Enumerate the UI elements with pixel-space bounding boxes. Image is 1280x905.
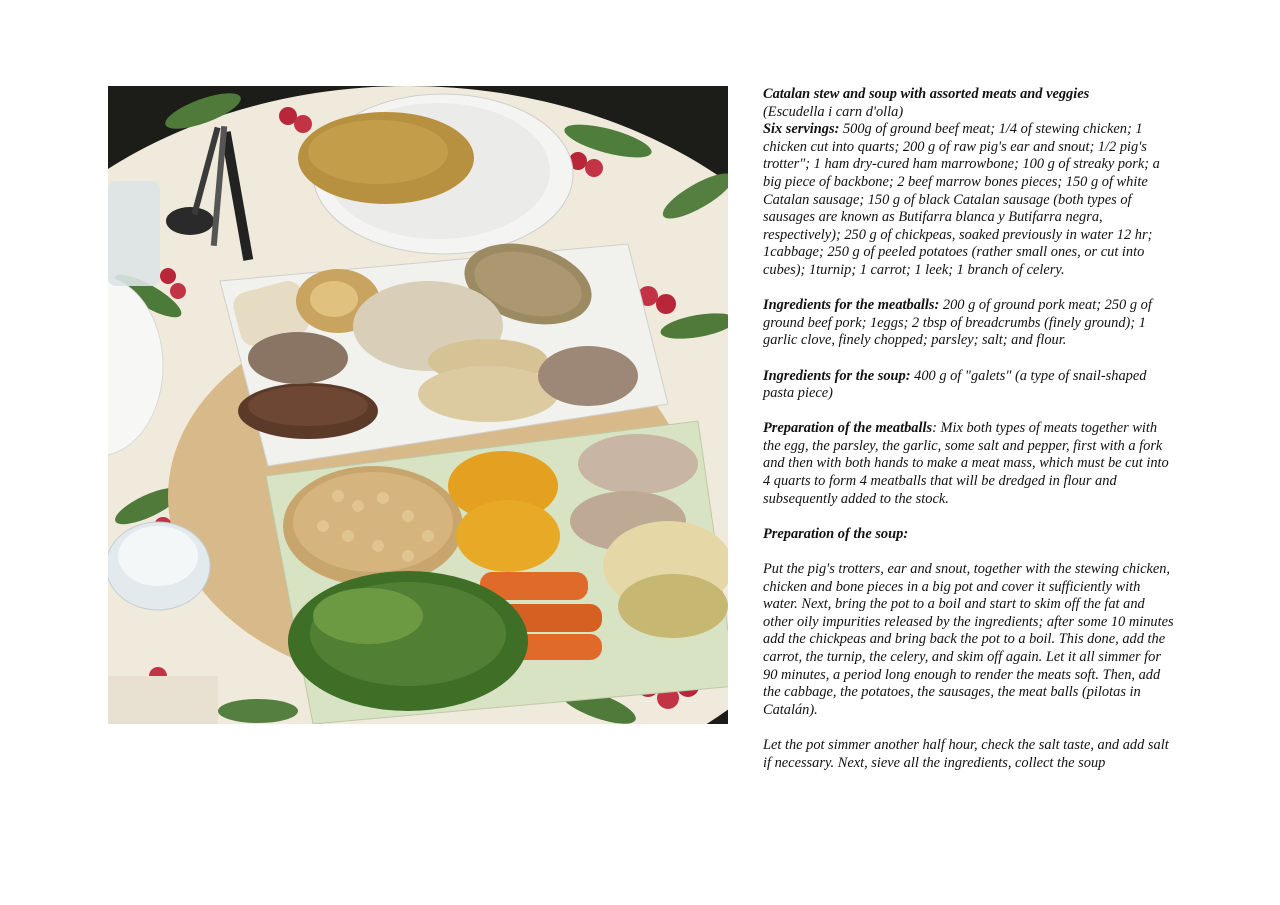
servings-text: 500g of ground beef meat; 1/4 of stewing chicken; 1 chicken cut into quarts; 200 g of raw pig's ear and snout; 1/2 pig's trotter"; 1 ham dry-cured ham marrowbone; 100 g of streaky pork; a big piece of backbone; 2 beef marrow bones pieces; 150 g of white Catalan sausage; 150 g of black Catalan sausage (both types of sausages are known as Butifarra blanca y Butifarra negra, respectively); 250 g of chickpeas, soaked previously in water 12 hr; 1cabbage; 250 g of peeled potatoes (rather small ones, or cut into cubes); 1turnip; 1 carrot; 1 leek; 1 branch of celery. [763, 121, 1160, 278]
recipe-photo [108, 86, 728, 724]
soup-text: 400 g of "galets" (a type of snail-shaped pasta piece) [763, 367, 1147, 402]
meatballs-text: 200 g of ground pork meat; 250 g of ground beef pork; 1eggs; 2 tbsp of breadcrumbs (finely ground); 1 garlic clove, finely chopped; parsley; salt; and flour. [763, 297, 1152, 349]
napkin [108, 676, 218, 724]
meatballs-label: Ingredients for the meatballs: [763, 297, 940, 314]
cabbage [288, 571, 528, 711]
glass-top [108, 181, 160, 286]
recipe-text [763, 86, 1175, 790]
recipe-title: Catalan stew and soup with assorted meats and veggies [763, 86, 1090, 102]
soup-label: Ingredients for the soup: [763, 367, 911, 384]
soup-preparation-heading [763, 526, 1175, 544]
soup-preparation-paragraph-2: Let the pot simmer another half hour, check the salt taste, and add salt if necessary. Next, sieve all the ingredients, collect the soup [763, 736, 1169, 771]
meatballs-ingredients [763, 297, 1175, 350]
chickpeas [283, 466, 463, 586]
servings-label: Six servings: [763, 121, 840, 138]
prep-soup-label: Preparation of the soup: [763, 525, 909, 542]
prep-meatballs-text: : Mix both types of meats together with the egg, the parsley, the garlic, some salt and pepper, first with a fork and then with both hands to make a meat mass, which must be cut into 4 quarts to form 4 meatballs that will be dredged in flour and subsequently added to the stock. [763, 420, 1169, 507]
soup-preparation-paragraph-1: Put the pig's trotters, ear and snout, together with the stewing chicken, chicken and bone pieces in a big pot and cover it sufficiently with water. Next, bring the pot to a boil and start to skim off the fat and other oily impurities released by the ingredients; after some 10 minutes add the chickpeas and bring back the pot to a boil. This done, add the carrot, the turnip, the celery, and skim off again. Let it all simmer for 90 minutes, a period long enough to render the meats soft. Then, add the cabbage, the potatoes, the sausages, the meat balls (pilotas in Catalán). [763, 561, 1174, 718]
soup-ingredients [763, 368, 1175, 403]
recipe-title-block [763, 86, 1175, 280]
prep-meatballs-label: Preparation of the meatballs [763, 420, 933, 437]
photo-illustration [108, 86, 728, 724]
meatballs-preparation [763, 420, 1175, 508]
recipe-subtitle: (Escudella i carn d'olla) [763, 103, 904, 120]
